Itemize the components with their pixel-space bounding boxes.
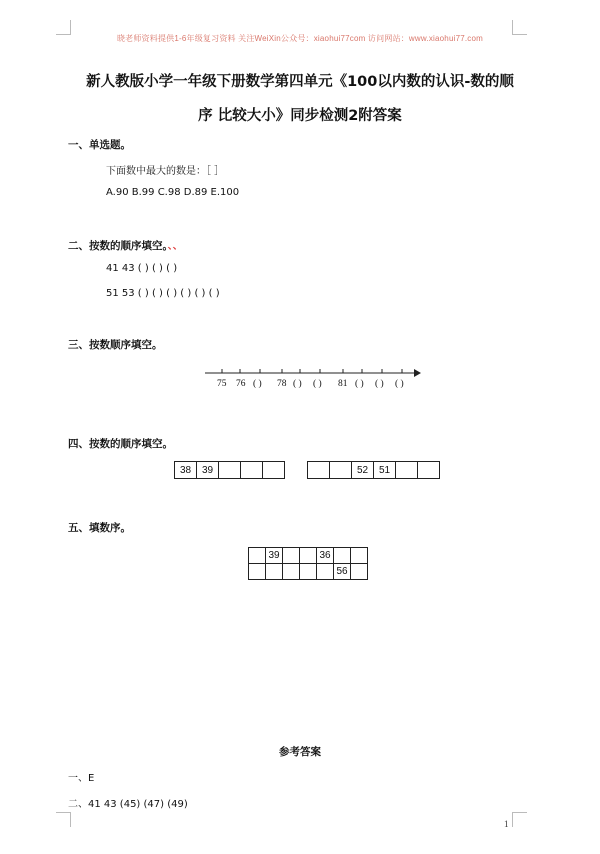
- table-cell: [263, 462, 285, 479]
- grid-cell: [249, 564, 266, 580]
- number-line-label: ( ): [253, 379, 262, 389]
- number-line-label: 78: [277, 379, 287, 389]
- header-note: 晓老师资料提供1-6年级复习资料 关注WeiXin公众号：xiaohui77com 访问网站：www.xiaohui77.com: [116, 34, 484, 43]
- arrow-head-icon: [414, 369, 421, 377]
- grid-cell: [283, 564, 300, 580]
- number-line-label: 81: [338, 379, 348, 389]
- grid-cell: [300, 564, 317, 580]
- document-title-line1: 新人教版小学一年级下册数学第四单元《100以内数的认识-数的顺: [86, 74, 514, 90]
- section-heading-1: 一、单选题。: [68, 139, 131, 151]
- grid-cell: [351, 548, 368, 564]
- corner-mark: [512, 812, 527, 827]
- grid-cell: [317, 564, 334, 580]
- number-line-label: ( ): [355, 379, 364, 389]
- table-cell: [241, 462, 263, 479]
- table-cell: 38: [175, 462, 197, 479]
- red-mark: 、、: [167, 241, 183, 252]
- table-cell: 51: [374, 462, 396, 479]
- table-cell: [330, 462, 352, 479]
- number-line: [200, 366, 422, 380]
- number-line-label: 75: [217, 379, 227, 389]
- grid-cell: [283, 548, 300, 564]
- grid-cell: [351, 564, 368, 580]
- grid-cell: 56: [334, 564, 351, 580]
- answer-1: 一、E: [68, 773, 95, 784]
- section-heading-2-text: 二、按数的顺序填空。: [68, 240, 168, 252]
- section-heading-3: 三、按数顺序填空。: [68, 339, 163, 351]
- grid-cell: [249, 548, 266, 564]
- number-line-label: 76: [236, 379, 246, 389]
- table-cell: [219, 462, 241, 479]
- sequence-table-a: [174, 461, 285, 479]
- question-text: 下面数中最大的数是：［ ］: [106, 166, 225, 177]
- number-line-label: ( ): [313, 379, 322, 389]
- grid-cell: [300, 548, 317, 564]
- answer-options: A.90 B.99 C.98 D.89 E.100: [106, 187, 240, 198]
- section-heading-2: [68, 237, 183, 253]
- section-heading-4: 四、按数的顺序填空。: [68, 438, 173, 450]
- grid-cell: 36: [317, 548, 334, 564]
- table-cell: [308, 462, 330, 479]
- number-line-label: ( ): [375, 379, 384, 389]
- number-grid: [248, 547, 368, 580]
- table-cell: [418, 462, 440, 479]
- sequence-line-1: 41 43 ( ) ( ) ( ): [106, 263, 178, 274]
- corner-mark: [56, 812, 71, 827]
- answers-heading: 参考答案: [279, 746, 321, 758]
- sequence-line-2: 51 53 ( ) ( ) ( ) ( ) ( ) ( ): [106, 288, 220, 299]
- number-line-label: ( ): [293, 379, 302, 389]
- table-cell: 39: [197, 462, 219, 479]
- table-cell: [396, 462, 418, 479]
- sequence-table-b: [307, 461, 440, 479]
- answer-2: 二、41 43 (45) (47) (49): [68, 799, 188, 810]
- grid-cell: [334, 548, 351, 564]
- grid-cell: 39: [266, 548, 283, 564]
- section-heading-5: 五、填数序。: [68, 522, 131, 534]
- document-title-line2: 序 比较大小》同步检测2附答案: [198, 108, 402, 124]
- table-cell: 52: [352, 462, 374, 479]
- grid-cell: [266, 564, 283, 580]
- page-number: 1: [504, 819, 509, 829]
- number-line-label: ( ): [395, 379, 404, 389]
